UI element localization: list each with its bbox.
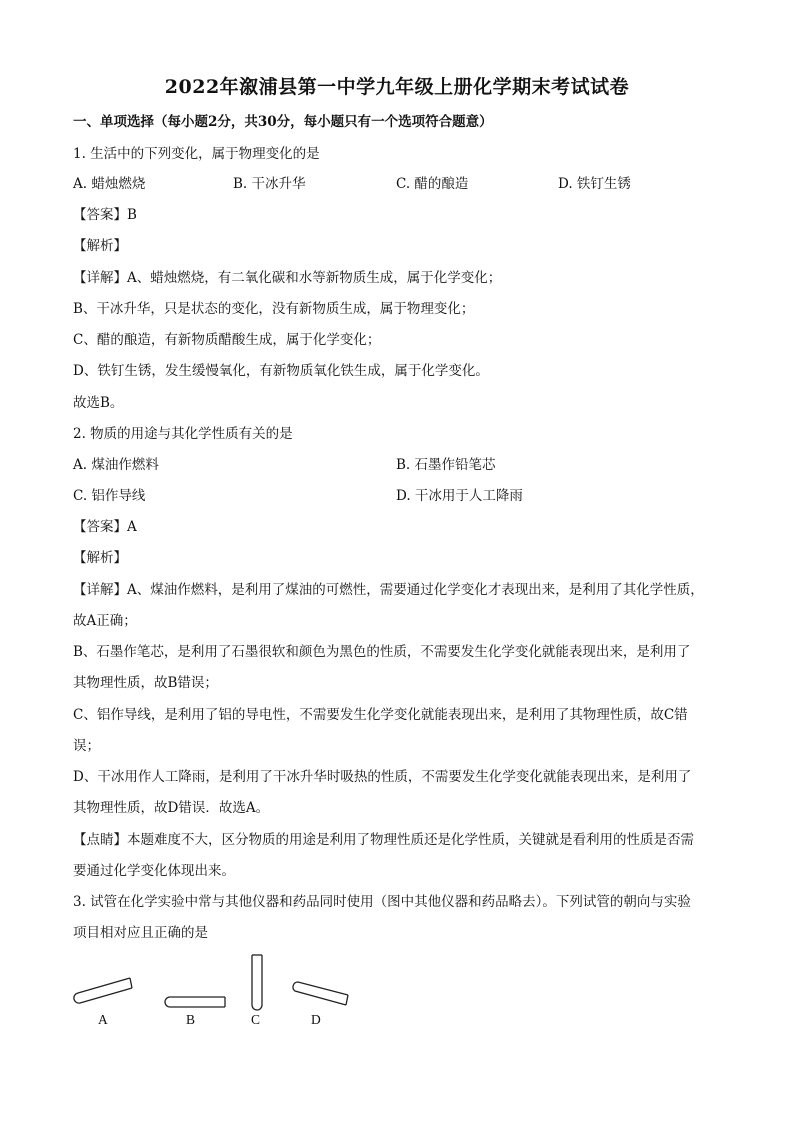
q2-option-a: A. 煤油作燃料: [73, 457, 159, 473]
q1-option-a: A. 蜡烛燃烧: [73, 176, 146, 192]
q1-detail-line: C、醋的酿造，有新物质醋酸生成，属于化学变化；: [73, 332, 381, 348]
q1-answer: 【答案】B: [73, 207, 137, 223]
q2-detail-line: C、铝作导线，是利用了铝的导电性，不需要发生化学变化就能表现出来，是利用了其物理性质，故C错: [73, 707, 688, 723]
q2-answer: 【答案】A: [73, 519, 137, 535]
q2-detail-line: 故A正确；: [73, 613, 137, 629]
q1-detail-line: 故选B。: [73, 395, 124, 411]
q1-detail-line: B、干冰升华，只是状态的变化，没有新物质生成，属于物理变化；: [73, 301, 475, 317]
test-tube-c-icon: [252, 955, 262, 1010]
q1-option-d: D. 铁钉生锈: [558, 176, 631, 192]
q2-option-b: B. 石墨作铅笔芯: [396, 457, 496, 473]
question-1-stem: 1. 生活中的下列变化，属于物理变化的是: [73, 146, 320, 162]
q2-option-d: D. 干冰用于人工降雨: [396, 488, 523, 504]
q1-detail-line: 【详解】A、蜡烛燃烧，有二氧化碳和水等新物质生成，属于化学变化；: [73, 270, 502, 286]
q2-option-c: C. 铝作导线: [73, 488, 146, 504]
test-tube-figure: [60, 945, 380, 1035]
q2-detail-line: 其物理性质，故D错误．故选A。: [73, 800, 270, 816]
question-2-stem: 2. 物质的用途与其化学性质有关的是: [73, 426, 293, 442]
q1-option-c: C. 醋的酿造: [396, 176, 469, 192]
q2-detail-line: 其物理性质，故B错误；: [73, 675, 218, 691]
figure-label-b: B: [186, 1012, 196, 1027]
q2-tip-line: 要通过化学变化体现出来。: [73, 863, 235, 879]
q2-detail-line: 误；: [73, 738, 100, 754]
question-3-stem-cont: 项目相对应且正确的是: [73, 925, 208, 941]
q2-detail-line: B、石墨作笔芯，是利用了石墨很软和颜色为黑色的性质，不需要发生化学变化就能表现出来，是利用了: [73, 644, 691, 660]
q1-analysis-label: 【解析】: [73, 238, 127, 254]
test-tube-b-icon: [165, 997, 225, 1007]
q1-detail-line: D、铁钉生锈，发生缓慢氧化，有新物质氧化铁生成，属于化学变化。: [73, 363, 489, 379]
q2-detail-line: D、干冰用作人工降雨，是利用了干冰升华时吸热的性质，不需要发生化学变化就能表现出来，是利用了: [73, 769, 692, 785]
test-tube-a-icon: [74, 978, 132, 1003]
q2-detail-line: 【详解】A、煤油作燃料，是利用了煤油的可燃性，需要通过化学变化才表现出来，是利用了其化学性质，: [73, 582, 704, 598]
section-heading: 一、单项选择（每小题2分，共30分，每小题只有一个选项符合题意）: [73, 114, 493, 130]
question-3-stem: 3. 试管在化学实验中常与其他仪器和药品同时使用（图中其他仪器和药品略去）。下列试管的朝向与实验: [73, 894, 691, 910]
figure-label-c: C: [251, 1012, 261, 1027]
q1-option-b: B. 干冰升华: [233, 176, 306, 192]
q2-tip-line: 【点睛】本题难度不大，区分物质的用途是利用了物理性质还是化学性质，关键就是看利用的性质是否需: [73, 832, 694, 848]
figure-label-d: D: [311, 1012, 321, 1027]
figure-label-a: A: [98, 1012, 108, 1027]
test-tube-d-icon: [293, 982, 348, 1005]
q2-analysis-label: 【解析】: [73, 550, 127, 566]
page-title: 2022年溆浦县第一中学九年级上册化学期末考试试卷: [164, 76, 630, 98]
